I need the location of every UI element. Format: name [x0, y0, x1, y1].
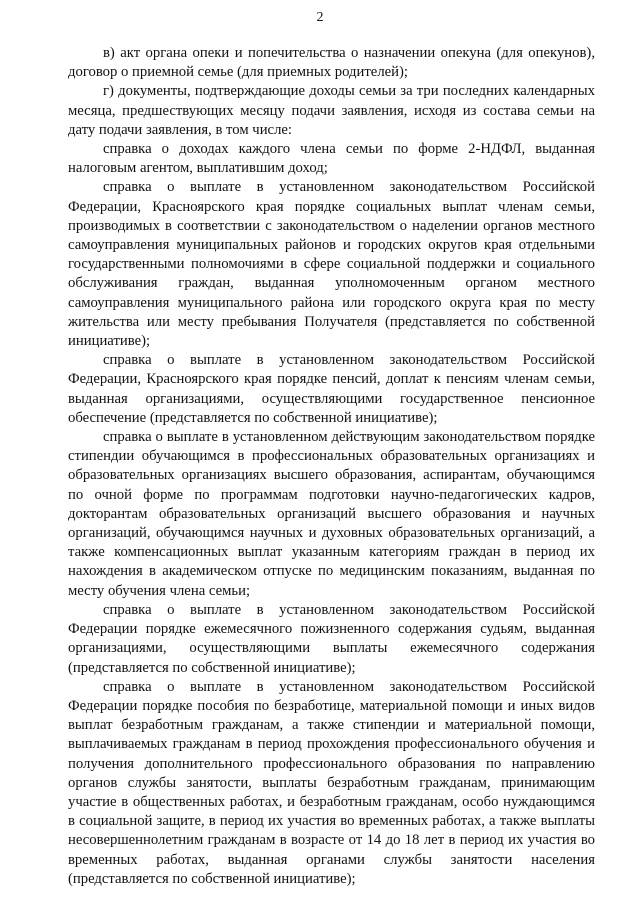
page-number: 2	[316, 10, 324, 25]
paragraph-item-g-income-documents: г) документы, подтверждающие доходы семьи за три последних календарных месяца, предшествующих месяцу подачи заявления, исходя из состава семьи на дату подачи заявления, в том числе:	[68, 83, 595, 138]
paragraph-certificate-stipends: справка о выплате в установленном действующим законодательством порядке стипендии обучающимся в профессиональных образовательных организациях и образовательных организациях высшего образования, аспирантам, обучающимся по очной форме по программам подготовки научно-педагогических кадров, докторантам образовательных организаций высшего образования и научных организаций, обучающимся научных и духовных образовательных организаций, а также компенсационных выплат указанным категориям граждан в период их нахождения в академическом отпуске по медицинским показаниям, выданная по месту обучения члена семьи;	[68, 429, 595, 599]
paragraph-certificate-social-payments: справка о выплате в установленном законодательством Российской Федерации, Красноярского края порядке социальных выплат членам семьи, производимых в соответствии с законодательством о наделении органов местного самоуправления муниципальных районов и городских округов края отдельными государственными полномочиями в сфере социальной поддержки и социального обслуживания граждан, выданная уполномоченным органом местного самоуправления муниципального района или городского округа края по месту жительства или месту пребывания Получателя (представляется по собственной инициативе);	[68, 179, 595, 350]
paragraph-certificate-pensions: справка о выплате в установленном законодательством Российской Федерации, Красноярского края порядке пенсий, доплат к пенсиям членам семьи, выданная организациями, осуществляющими государственное пенсионное обеспечение (представляется по собственной инициативе);	[68, 352, 595, 426]
paragraph-certificate-judges-maintenance: справка о выплате в установленном законодательством Российской Федерации порядке ежемесячного пожизненного содержания судьям, выданная организациями, осуществляющими выплаты ежемесячного содержания (представляется по собственной инициативе);	[68, 601, 595, 676]
paragraph-item-v-guardianship-act: в) акт органа опеки и попечительства о назначении опекуна (для опекунов), договор о приемной семье (для приемных родителей);	[68, 45, 595, 81]
paragraph-certificate-unemployment-benefits: справка о выплате в установленном законодательством Российской Федерации порядке пособия по безработице, материальной помощи и иных видов выплат безработным гражданам, а также стипендии и материальной помощи, выплачиваемых гражданам в период прохождения профессионального обучения и получения дополнительного профессионального образования по направлению органов службы занятости, выплаты безработным гражданам, принимающим участие в общественных работах, и безработным гражданам, особо нуждающимся в социальной защите, в период их участия во временных работах, а также выплаты несовершеннолетним гражданам в возрасте от 14 до 18 лет в период их участия во временных работах, выданная органами службы занятости населения (представляется по собственной инициативе);	[68, 678, 595, 887]
paragraph-certificate-2ndfl: справка о доходах каждого члена семьи по форме 2-НДФЛ, выданная налоговым агентом, выплатившим доход;	[68, 141, 595, 177]
document-body	[68, 44, 595, 889]
